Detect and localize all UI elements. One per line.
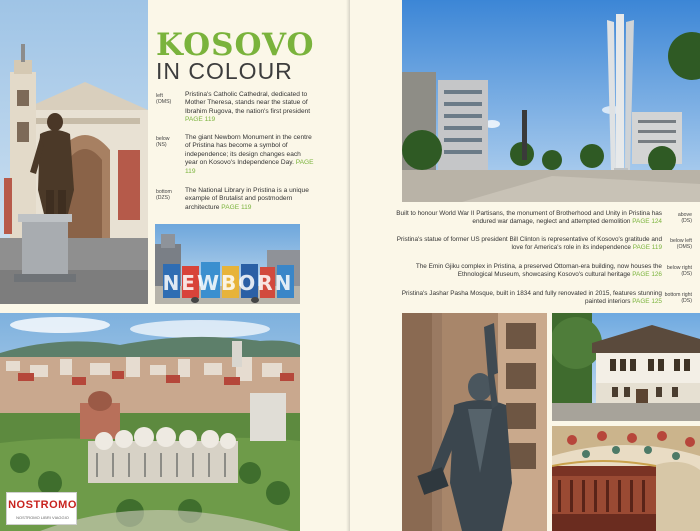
caption-cathedral: Pristina's Catholic Cathedral, dedicated to Mother Theresa, stands near the statue of Ibrahim Rugova, the nation's first president PAGE 119 xyxy=(185,91,311,124)
page-ref-link[interactable]: PAGE 119 xyxy=(185,159,314,175)
caption-position-below: below (NS) xyxy=(156,136,170,149)
caption-position-left: left (OMS) xyxy=(156,93,172,106)
nostromo-watermark-logo xyxy=(6,492,77,525)
spread-title-kosovo: KOSOVO xyxy=(156,27,315,63)
caption-brotherhood-unity: Built to honour World War II Partisans, the monument of Brotherhood and Unity in Pristina has endured war damage, neglect and attempted demolition PAGE 124 xyxy=(396,210,662,226)
page-ref-link[interactable]: PAGE 119 xyxy=(632,244,662,252)
page-ref-link[interactable]: PAGE 126 xyxy=(632,271,662,279)
caption-jashar-pasha-mosque: Pristina's Jashar Pasha Mosque, built in 1834 and fully renovated in 2015, features stunning painted interiors PAGE 125 xyxy=(401,290,662,306)
photo-bill-clinton-statue xyxy=(402,313,547,531)
right-page xyxy=(350,0,700,531)
page-ref-link[interactable]: PAGE 124 xyxy=(632,218,662,226)
photo-jashar-pasha-mosque xyxy=(552,426,700,531)
caption-position-above: above (DS) xyxy=(677,212,692,225)
page-ref-link[interactable]: PAGE 119 xyxy=(221,203,252,211)
photo-brotherhood-unity-monument xyxy=(402,0,700,202)
nostromo-logo-tagline: NOSTROMO LIBRI VIAGGIO xyxy=(16,515,69,520)
photo-newborn-monument xyxy=(155,224,300,304)
page-ref-link[interactable]: PAGE 119 xyxy=(185,116,216,124)
caption-position-below-left: below left (OMS) xyxy=(670,238,692,251)
caption-clinton-statue: Pristina's statue of former US president Bill Clinton is representative of Kosovo's gratitude and love for America's role in its independence PAGE 119 xyxy=(396,236,662,252)
caption-emin-gjiku: The Emin Gjiku complex in Pristina, a preserved Ottoman-era building, now houses the Ethnological Museum, showcasing Kosovo's cultural heritage PAGE 126 xyxy=(415,263,662,279)
page-ref-link[interactable]: PAGE 125 xyxy=(632,298,662,306)
caption-newborn: The giant Newborn Monument in the centre of Pristina has become a symbol of independence; its design changes each year on Kosovo's Independence Day. PAGE 119 xyxy=(185,134,314,175)
caption-position-bottom-right: bottom right (DS) xyxy=(664,292,692,305)
caption-national-library: The National Library in Pristina is a unique example of Brutalist and postmodern architecture PAGE 119 xyxy=(185,187,309,211)
spread-title-in-colour: IN COLOUR xyxy=(156,58,293,84)
newborn-letters: NEWBORN xyxy=(162,271,294,295)
nostromo-logo-text: NOSTROMO xyxy=(8,499,77,511)
photo-cathedral-rugova-statue xyxy=(0,0,148,304)
caption-position-below-right: below right (DS) xyxy=(666,265,692,278)
photo-emin-gjiku-complex xyxy=(552,313,700,421)
caption-position-bottom: bottom (DZS) xyxy=(156,189,172,202)
